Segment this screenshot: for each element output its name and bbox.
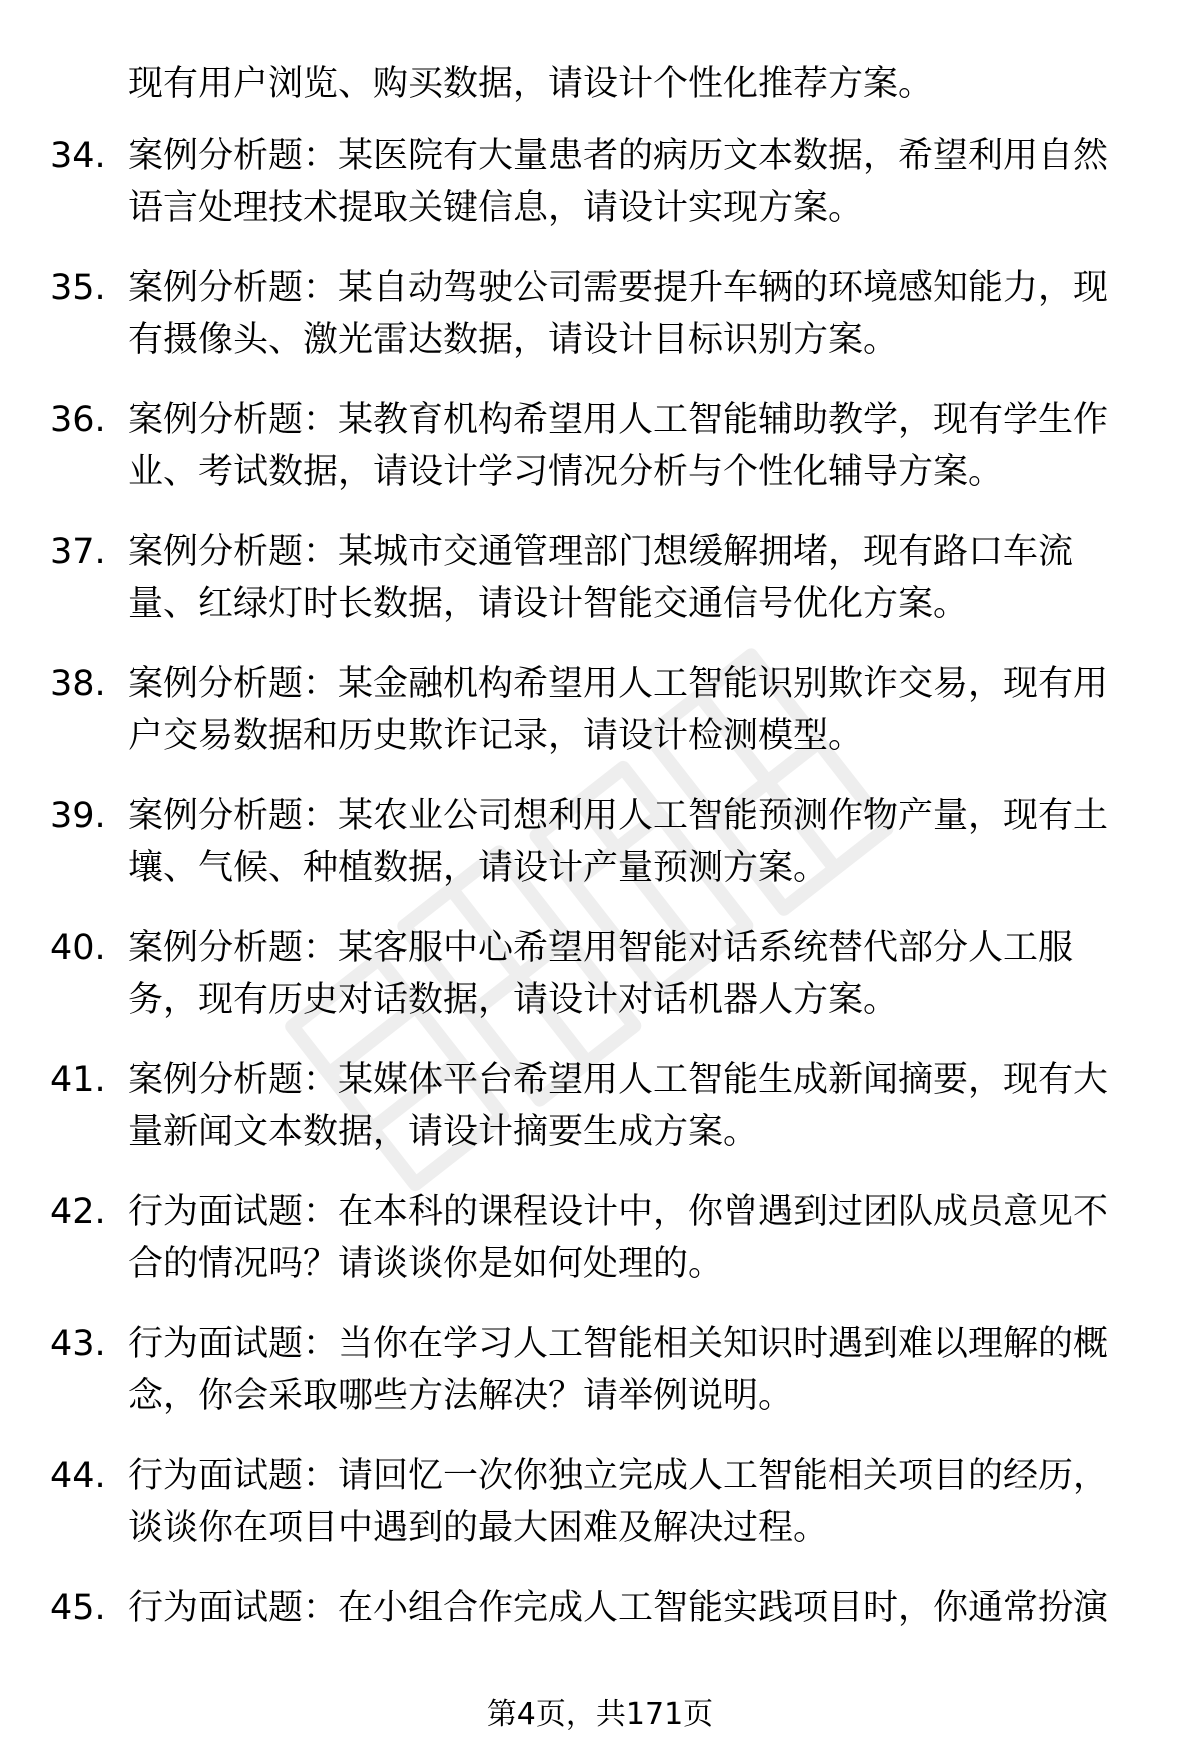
continuation-text: 现有用户浏览、购买数据，请设计个性化推荐方案。	[128, 64, 934, 104]
question-item	[50, 1054, 1150, 1186]
question-number: 41.	[50, 1060, 106, 1100]
question-text: 案例分析题：某农业公司想利用人工智能预测作物产量，现有土壤、气候、种植数据，请设计产量预测方案。	[128, 796, 1109, 888]
question-number: 35.	[50, 268, 106, 308]
question-number: 45.	[50, 1588, 106, 1628]
question-item	[50, 130, 1150, 262]
page-footer: 第4页，共171页	[486, 1697, 714, 1732]
question-text: 行为面试题：在小组合作完成人工智能实践项目时，你通常扮演	[128, 1588, 1109, 1628]
question-text: 行为面试题：当你在学习人工智能相关知识时遇到难以理解的概念，你会采取哪些方法解决？请举例说明。	[128, 1324, 1109, 1416]
question-text: 案例分析题：某医院有大量患者的病历文本数据，希望利用自然语言处理技术提取关键信息，请设计实现方案。	[128, 136, 1109, 228]
question-text: 行为面试题：请回忆一次你独立完成人工智能相关项目的经历，谈谈你在项目中遇到的最大困难及解决过程。	[128, 1456, 1109, 1548]
question-text: 案例分析题：某媒体平台希望用人工智能生成新闻摘要，现有大量新闻文本数据，请设计摘要生成方案。	[128, 1060, 1109, 1152]
question-item	[50, 1450, 1150, 1582]
question-number: 44.	[50, 1456, 106, 1496]
question-number: 36.	[50, 400, 106, 440]
question-list	[50, 130, 1150, 1714]
question-text: 行为面试题：在本科的课程设计中，你曾遇到过团队成员意见不合的情况吗？请谈谈你是如何处理的。	[128, 1192, 1109, 1284]
question-number: 42.	[50, 1192, 106, 1232]
question-number: 38.	[50, 664, 106, 704]
question-text: 案例分析题：某自动驾驶公司需要提升车辆的环境感知能力，现有摄像头、激光雷达数据，请设计目标识别方案。	[128, 268, 1109, 360]
question-item	[50, 1318, 1150, 1450]
question-item	[50, 394, 1150, 526]
question-number: 39.	[50, 796, 106, 836]
question-item	[50, 658, 1150, 790]
question-text: 案例分析题：某城市交通管理部门想缓解拥堵，现有路口车流量、红绿灯时长数据，请设计智能交通信号优化方案。	[128, 532, 1074, 624]
question-number: 37.	[50, 532, 106, 572]
question-number: 43.	[50, 1324, 106, 1364]
question-number: 40.	[50, 928, 106, 968]
question-text: 案例分析题：某教育机构希望用人工智能辅助教学，现有学生作业、考试数据，请设计学习情况分析与个性化辅导方案。	[128, 400, 1109, 492]
question-item	[50, 790, 1150, 922]
question-item	[50, 526, 1150, 658]
question-item	[50, 922, 1150, 1054]
question-item	[50, 262, 1150, 394]
question-text: 案例分析题：某金融机构希望用人工智能识别欺诈交易，现有用户交易数据和历史欺诈记录，请设计检测模型。	[128, 664, 1109, 756]
question-text: 案例分析题：某客服中心希望用智能对话系统替代部分人工服务，现有历史对话数据，请设计对话机器人方案。	[128, 928, 1074, 1020]
question-number: 34.	[50, 136, 106, 176]
question-item	[50, 1186, 1150, 1318]
